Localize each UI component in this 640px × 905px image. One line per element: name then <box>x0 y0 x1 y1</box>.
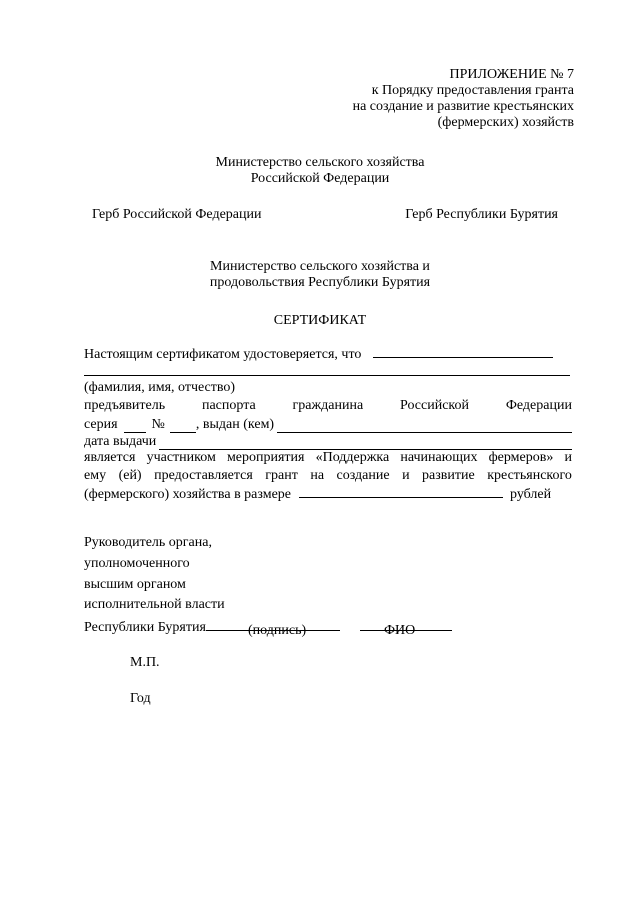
participant-word: участником <box>146 450 216 465</box>
participant-line <box>84 450 572 468</box>
ministry-rb-line: продовольствия Республики Бурятия <box>209 275 431 290</box>
amount-prefix: (фермерского) хозяйства в размере <box>84 487 292 502</box>
participant-word: и <box>564 450 572 465</box>
certificate-body <box>84 345 572 503</box>
year-label: Год <box>130 691 151 706</box>
signatory-line: Руководитель органа, <box>84 535 212 550</box>
ministry-rf-line: Российской Федерации <box>250 171 390 186</box>
passport-series-blank[interactable] <box>124 420 146 433</box>
grant-word: (ей) <box>118 467 142 483</box>
grant-word: на <box>310 467 325 483</box>
ministry-rb <box>0 259 640 291</box>
passport-details-line <box>84 415 572 433</box>
participant-word: фермеров» <box>488 450 554 465</box>
signatory-line: уполномоченного <box>84 555 190 571</box>
signatory-line: исполнительной власти <box>84 597 225 613</box>
coat-of-arms-rf-label: Герб Российской Федерации <box>92 207 262 222</box>
recipient-name-continuation <box>84 363 572 381</box>
signatory-line: высшим органом <box>84 576 186 592</box>
coats-of-arms-row <box>92 207 558 223</box>
ministry-rf-line: Министерство сельского хозяйства <box>215 155 425 170</box>
grant-amount-blank[interactable] <box>299 485 503 498</box>
passport-word: предъявитель <box>84 397 166 413</box>
grant-word: создание <box>336 467 390 483</box>
passport-number-blank[interactable] <box>170 420 196 433</box>
fio-hint-line <box>84 380 572 398</box>
series-label: серия <box>84 416 118 432</box>
amount-suffix: рублей <box>510 487 552 502</box>
passport-line <box>84 398 572 416</box>
grant-word: развитие <box>422 467 475 483</box>
grant-word: и <box>402 467 410 483</box>
fio-label: ФИО <box>384 623 416 638</box>
grant-word: ему <box>84 467 107 483</box>
issue-date-blank[interactable] <box>159 437 572 450</box>
appendix-line: на создание и развитие крестьянских <box>352 99 574 114</box>
appendix-header <box>353 67 574 131</box>
grant-line <box>84 468 572 486</box>
grant-word: крестьянского <box>487 467 572 483</box>
number-label: № <box>151 416 165 432</box>
participant-word: начинающих <box>400 450 478 465</box>
amount-line <box>84 485 572 503</box>
document-title: СЕРТИФИКАТ <box>273 313 367 328</box>
grant-word: предоставляется <box>154 467 253 483</box>
appendix-number: ПРИЛОЖЕНИЕ № 7 <box>449 67 574 82</box>
issue-date-label: дата выдачи <box>84 434 157 449</box>
ministry-rf <box>0 155 640 187</box>
passport-word: Федерации <box>505 397 572 413</box>
signatory-line: Республики Бурятия <box>84 620 206 636</box>
fio-hint: (фамилия, имя, отчество) <box>84 380 236 395</box>
issued-by-label: , выдан (кем) <box>195 416 275 432</box>
coat-of-arms-rb-label: Герб Республики Бурятия <box>405 207 558 222</box>
participant-word: является <box>84 450 136 465</box>
participant-word: «Поддержка <box>315 450 390 465</box>
appendix-line: (фермерских) хозяйств <box>437 115 574 130</box>
appendix-line: к Порядку предоставления гранта <box>371 83 574 98</box>
recipient-name-blank[interactable] <box>373 345 553 358</box>
stamp-place: М.П. <box>130 655 160 670</box>
ministry-rb-line: Министерство сельского хозяйства и <box>210 259 430 274</box>
issue-date-line <box>84 433 572 451</box>
passport-word: гражданина <box>292 397 364 413</box>
certify-line <box>84 345 572 363</box>
certify-text: Настоящим сертификатом удостоверяется, что <box>84 347 362 362</box>
passport-word: Российской <box>400 397 470 413</box>
participant-word: мероприятия <box>226 450 305 465</box>
issued-by-blank[interactable] <box>277 420 572 433</box>
grant-word: грант <box>265 467 298 483</box>
recipient-name-blank-2[interactable] <box>84 363 570 376</box>
signature-label: (подпись) <box>248 623 307 638</box>
passport-word: паспорта <box>201 397 256 413</box>
